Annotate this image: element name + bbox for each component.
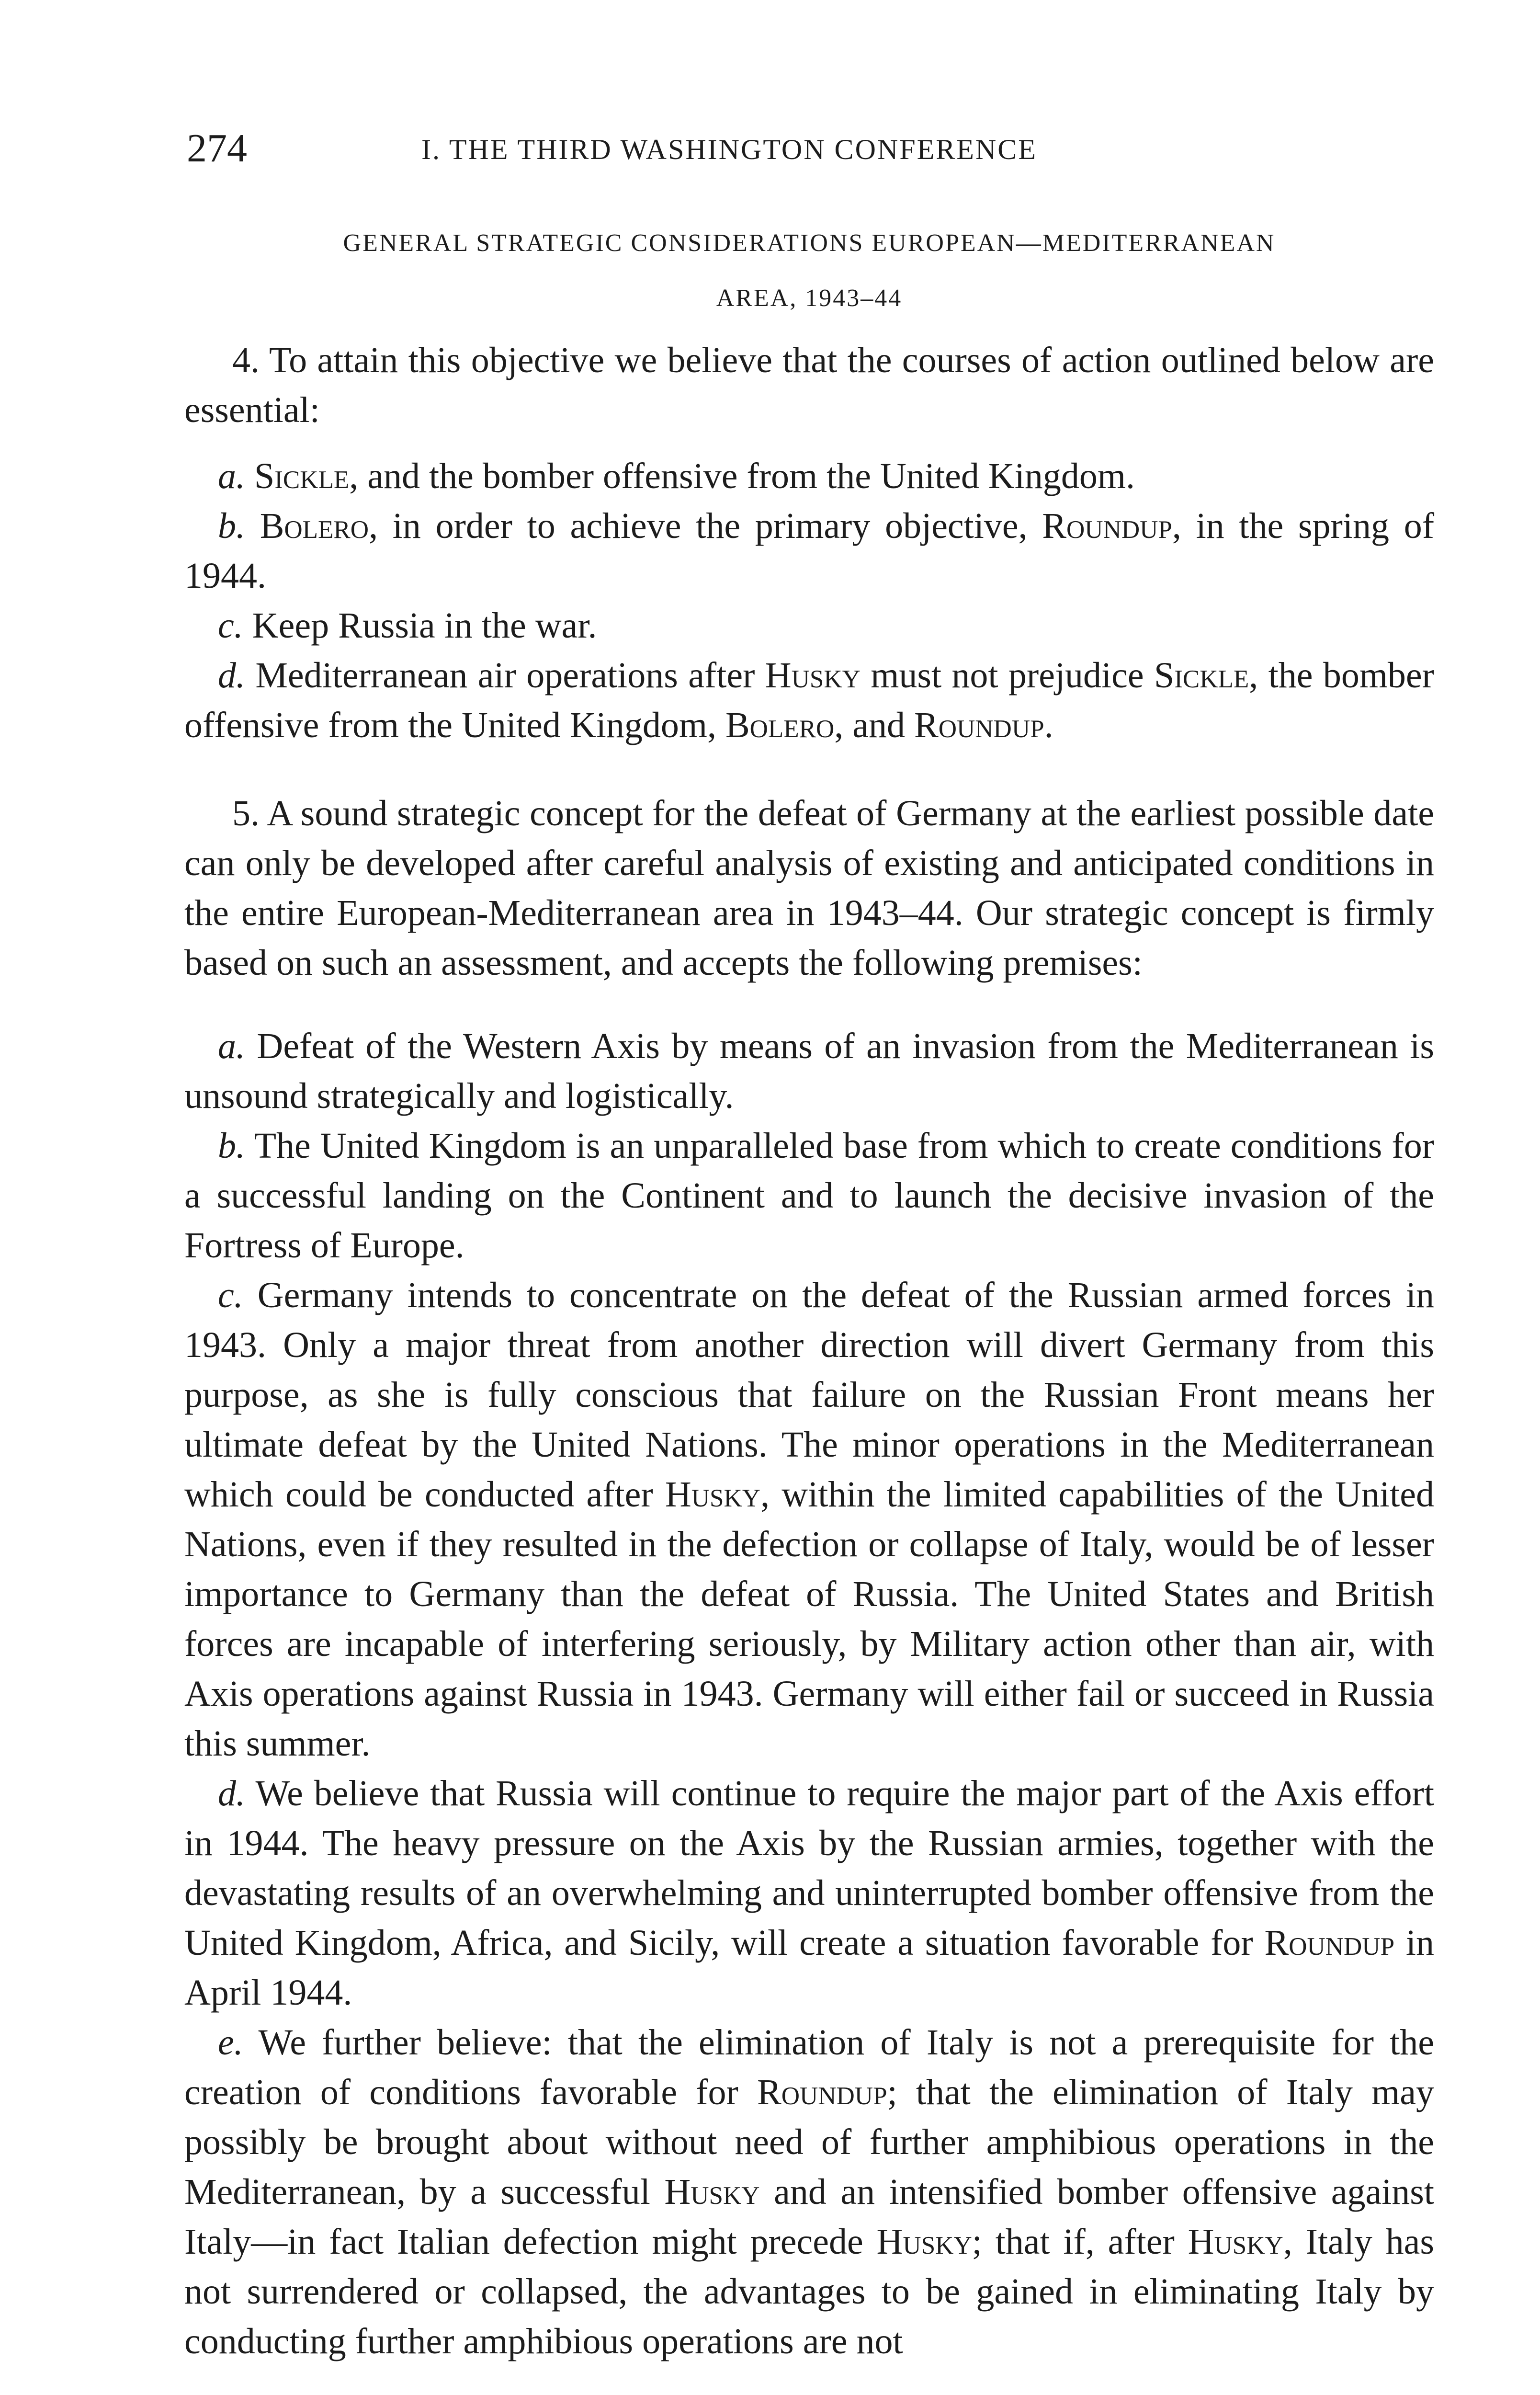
item-text: and an intensified bomber offensive against Italy—in fact Italian defection might precede (184, 2172, 1435, 2262)
codename-sickle: Sickle (254, 456, 350, 496)
item-label: b. (218, 1126, 245, 1166)
item-text: ; that if, after (972, 2222, 1188, 2262)
item-label: c. (218, 605, 243, 646)
paragraph-5-intro: 5. A sound strategic concept for the defeat of Germany at the earliest possible date can only be developed after careful analysis of existing and anticipated conditions in the entire European-Mediterranean area in 1943–44. Our strategic concept is firmly based on such an assessment, and accepts the following premises: (184, 793, 1434, 983)
item-label: b. (218, 506, 245, 546)
item-label: a. (218, 1026, 245, 1066)
item-label: a. (218, 456, 245, 496)
paragraph-4-item-b (184, 501, 1434, 601)
paragraph-5-item-d (184, 1768, 1434, 2018)
codename-husky: Husky (765, 655, 861, 696)
item-text: , and the bomber offensive from the United Kingdom. (349, 456, 1135, 496)
item-text: , in order to achieve the primary objective, (369, 506, 1042, 546)
codename-bolero: Bolero (260, 506, 369, 546)
codename-roundup: Roundup (914, 705, 1044, 745)
item-text: We further believe: that the elimination of Italy is not a prerequisite for the creation of conditions favorable for (184, 2022, 1434, 2112)
paragraph-5-item-e (184, 2018, 1434, 2366)
body-text (184, 335, 1434, 2366)
item-text: Keep Russia in the war. (243, 605, 597, 646)
running-head: I. THE THIRD WASHINGTON CONFERENCE (421, 134, 1037, 165)
section-title-line-2: AREA, 1943–44 (716, 285, 903, 312)
codename-husky: Husky (665, 1474, 761, 1515)
item-text: Germany intends to concentrate on the defeat of the Russian armed forces in 1943. Only a major threat from another direction will divert Germany from this purpose, as she is fully conscious that failure on the Russian Front means her ultimate defeat by the United Nations. The minor operations in the Mediterranean which could be conducted after (184, 1275, 1434, 1515)
section-title-line-1: GENERAL STRATEGIC CONSIDERATIONS EUROPEAN—MEDITERRANEAN (343, 229, 1276, 257)
codename-husky: Husky (876, 2222, 972, 2262)
codename-bolero: Bolero (725, 705, 835, 745)
item-text: , the bomber offensive from the United Kingdom, (184, 655, 1434, 745)
page-number: 274 (187, 126, 247, 171)
codename-husky: Husky (664, 2172, 760, 2212)
item-label: d. (218, 655, 245, 696)
section-title (182, 216, 1437, 326)
codename-roundup: Roundup (1264, 1923, 1395, 1963)
item-text: The United Kingdom is an unparalleled base from which to create conditions for a successful landing on the Continent and to launch the decisive invasion of the Fortress of Europe. (184, 1126, 1434, 1266)
page-header (187, 122, 1441, 175)
codename-roundup: Roundup (1042, 506, 1172, 546)
paragraph-4-item-c (184, 601, 1434, 650)
item-label: e. (218, 2022, 243, 2063)
item-text: Mediterranean air operations after (245, 655, 765, 696)
codename-husky: Husky (1188, 2222, 1283, 2262)
item-text: ; that the elimination of Italy may possibly be brought about without need of further amphibious operations in the Mediterranean, by a successful (184, 2072, 1434, 2212)
item-text: , in the spring of 1944. (184, 506, 1434, 596)
paragraph-5-item-c (184, 1270, 1434, 1768)
codename-sickle: Sickle (1154, 655, 1249, 696)
paragraph-4-intro: 4. To attain this objective we believe that the courses of action outlined below are essential: (184, 340, 1434, 430)
item-label: c. (218, 1275, 243, 1315)
item-text: Defeat of the Western Axis by means of an invasion from the Mediterranean is unsound strategically and logistically. (184, 1026, 1434, 1116)
codename-roundup: Roundup (757, 2072, 887, 2112)
item-text: , within the limited capabilities of the United Nations, even if they resulted in the defection or collapse of Italy, would be of lesser importance to Germany than the defeat of Russia. The United States and British forces are incapable of interfering seriously, by Military action other than air, with Axis operations against Russia in 1943. Germany will either fail or succeed in Russia this summer. (184, 1474, 1434, 1764)
paragraph-5-item-a (184, 1021, 1434, 1121)
paragraph-4-item-a (184, 451, 1434, 501)
item-text: in April 1944. (184, 1923, 1434, 2013)
item-text: , Italy has not surrendered or collapsed, the advantages to be gained in eliminating Italy by conducting further amphibious operations are not (184, 2222, 1434, 2361)
item-text: . (1044, 705, 1053, 745)
item-text: , and (834, 705, 915, 745)
paragraph-4-item-d (184, 650, 1434, 750)
item-text: We believe that Russia will continue to require the major part of the Axis effort in 1944. The heavy pressure on the Axis by the Russian armies, together with the devastating results of an overwhelming and uninterrupted bomber offensive from the United Kingdom, Africa, and Sicily, will create a situation favorable for (184, 1773, 1434, 1963)
item-text: must not prejudice (860, 655, 1154, 696)
paragraph-5-item-b (184, 1121, 1434, 1270)
item-label: d. (218, 1773, 245, 1813)
